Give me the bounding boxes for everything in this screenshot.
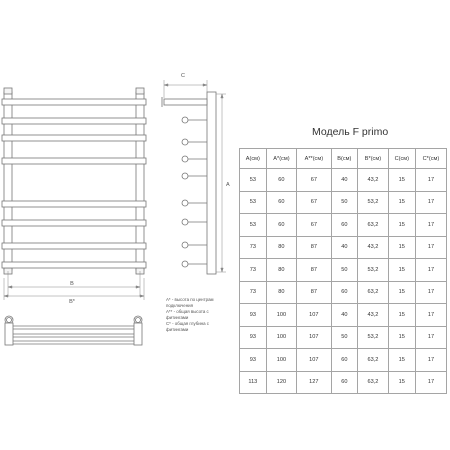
- table-cell: 93: [240, 304, 267, 327]
- table-cell: 15: [388, 214, 415, 237]
- dim-label-b-star: B*: [69, 299, 75, 305]
- crossbar: [2, 243, 146, 249]
- table-cell: 67: [297, 214, 331, 237]
- crossbar: [2, 135, 146, 141]
- table-cell: 53: [240, 214, 267, 237]
- table-cell: 63,2: [358, 371, 389, 394]
- table-cell: 15: [388, 371, 415, 394]
- table-cell: 40: [331, 169, 358, 192]
- table-cell: 120: [266, 371, 297, 394]
- crossbar: [2, 118, 146, 124]
- table-cell: 15: [388, 236, 415, 259]
- column-header: B*(см): [358, 149, 389, 169]
- table-row: [240, 349, 447, 372]
- table-cell: 15: [388, 169, 415, 192]
- table-cell: 93: [240, 349, 267, 372]
- legend-line: A** - общая высота с: [166, 309, 209, 314]
- bar-end: [182, 156, 188, 162]
- table-cell: 87: [297, 236, 331, 259]
- table-cell: 60: [331, 281, 358, 304]
- width-dimensions: [4, 271, 144, 300]
- table-cell: 17: [415, 259, 446, 282]
- table-cell: 15: [388, 259, 415, 282]
- table-cell: 87: [297, 259, 331, 282]
- bar-end: [182, 200, 188, 206]
- table-cell: 100: [266, 326, 297, 349]
- bar-end: [182, 242, 188, 248]
- drawing-legend: [166, 297, 246, 333]
- dim-label-b: B: [70, 281, 74, 287]
- table-cell: 87: [297, 281, 331, 304]
- table-cell: 63,2: [358, 281, 389, 304]
- top-view-drawing: [5, 316, 142, 345]
- bar-end: [182, 139, 188, 145]
- table-header-row: [240, 149, 447, 169]
- table-row: [240, 236, 447, 259]
- table-cell: 15: [388, 326, 415, 349]
- table-cell: 43,2: [358, 169, 389, 192]
- table-cell: 113: [240, 371, 267, 394]
- dim-label-c: C: [181, 73, 185, 79]
- table-cell: 17: [415, 281, 446, 304]
- table-cell: 80: [266, 259, 297, 282]
- bar-end: [182, 219, 188, 225]
- table-cell: 60: [331, 349, 358, 372]
- table-cell: 43,2: [358, 236, 389, 259]
- table-cell: 67: [297, 191, 331, 214]
- table-cell: 17: [415, 169, 446, 192]
- table-cell: 60: [266, 191, 297, 214]
- bar-end: [182, 117, 188, 123]
- legend-line: фитингами: [166, 315, 189, 320]
- legend-line: фитингами: [166, 327, 189, 332]
- table-cell: 15: [388, 281, 415, 304]
- table-cell: 43,2: [358, 304, 389, 327]
- table-cell: 107: [297, 326, 331, 349]
- legend-line: C* - общая глубина с: [166, 321, 209, 326]
- table-cell: 53,2: [358, 191, 389, 214]
- table-cell: 15: [388, 191, 415, 214]
- column-header: C(см): [388, 149, 415, 169]
- table-cell: 40: [331, 236, 358, 259]
- column-header: A*(см): [266, 149, 297, 169]
- table-cell: 73: [240, 236, 267, 259]
- crossbar: [2, 262, 146, 268]
- table-row: [240, 371, 447, 394]
- table-cell: 17: [415, 191, 446, 214]
- column-header: C*(см): [415, 149, 446, 169]
- table-cell: 80: [266, 236, 297, 259]
- crossbar: [2, 201, 146, 207]
- table-row: [240, 281, 447, 304]
- table-row: [240, 191, 447, 214]
- table-cell: 53,2: [358, 326, 389, 349]
- table-cell: 107: [297, 349, 331, 372]
- dim-label-a: A: [226, 182, 230, 188]
- front-view-drawing: [2, 88, 146, 274]
- table-cell: 17: [415, 214, 446, 237]
- table-row: [240, 169, 447, 192]
- table-cell: 50: [331, 191, 358, 214]
- table-cell: 100: [266, 304, 297, 327]
- table-cell: 63,2: [358, 349, 389, 372]
- bar-end: [182, 261, 188, 267]
- table-cell: 50: [331, 259, 358, 282]
- crossbar: [2, 158, 146, 164]
- legend-line: A* - высота по центрам: [166, 297, 214, 302]
- dimension-table: [239, 148, 447, 394]
- table-cell: 53: [240, 169, 267, 192]
- table-cell: 17: [415, 349, 446, 372]
- table-row: [240, 214, 447, 237]
- table-cell: 53,2: [358, 259, 389, 282]
- table-cell: 60: [266, 169, 297, 192]
- model-title: Модель F primo: [312, 126, 389, 138]
- table-cell: 60: [266, 214, 297, 237]
- table-cell: 15: [388, 349, 415, 372]
- legend-line: подключения: [166, 303, 193, 308]
- table-cell: 100: [266, 349, 297, 372]
- table-cell: 60: [331, 214, 358, 237]
- bar-end: [182, 173, 188, 179]
- table-cell: 63,2: [358, 214, 389, 237]
- table-row: [240, 259, 447, 282]
- table-cell: 50: [331, 326, 358, 349]
- table-cell: 73: [240, 259, 267, 282]
- table-cell: 40: [331, 304, 358, 327]
- table-cell: 73: [240, 281, 267, 304]
- side-view-drawing: [162, 92, 216, 274]
- table-cell: 17: [415, 371, 446, 394]
- table-cell: 60: [331, 371, 358, 394]
- crossbar: [2, 99, 146, 105]
- crossbar: [2, 220, 146, 226]
- table-row: [240, 326, 447, 349]
- table-cell: 127: [297, 371, 331, 394]
- table-cell: 107: [297, 304, 331, 327]
- table-cell: 17: [415, 236, 446, 259]
- table-cell: 93: [240, 326, 267, 349]
- table-cell: 17: [415, 304, 446, 327]
- table-cell: 67: [297, 169, 331, 192]
- column-header: A(см): [240, 149, 267, 169]
- column-header: A**(см): [297, 149, 331, 169]
- table-cell: 80: [266, 281, 297, 304]
- table-cell: 53: [240, 191, 267, 214]
- table-cell: 15: [388, 304, 415, 327]
- column-header: B(см): [331, 149, 358, 169]
- table-cell: 17: [415, 326, 446, 349]
- table-row: [240, 304, 447, 327]
